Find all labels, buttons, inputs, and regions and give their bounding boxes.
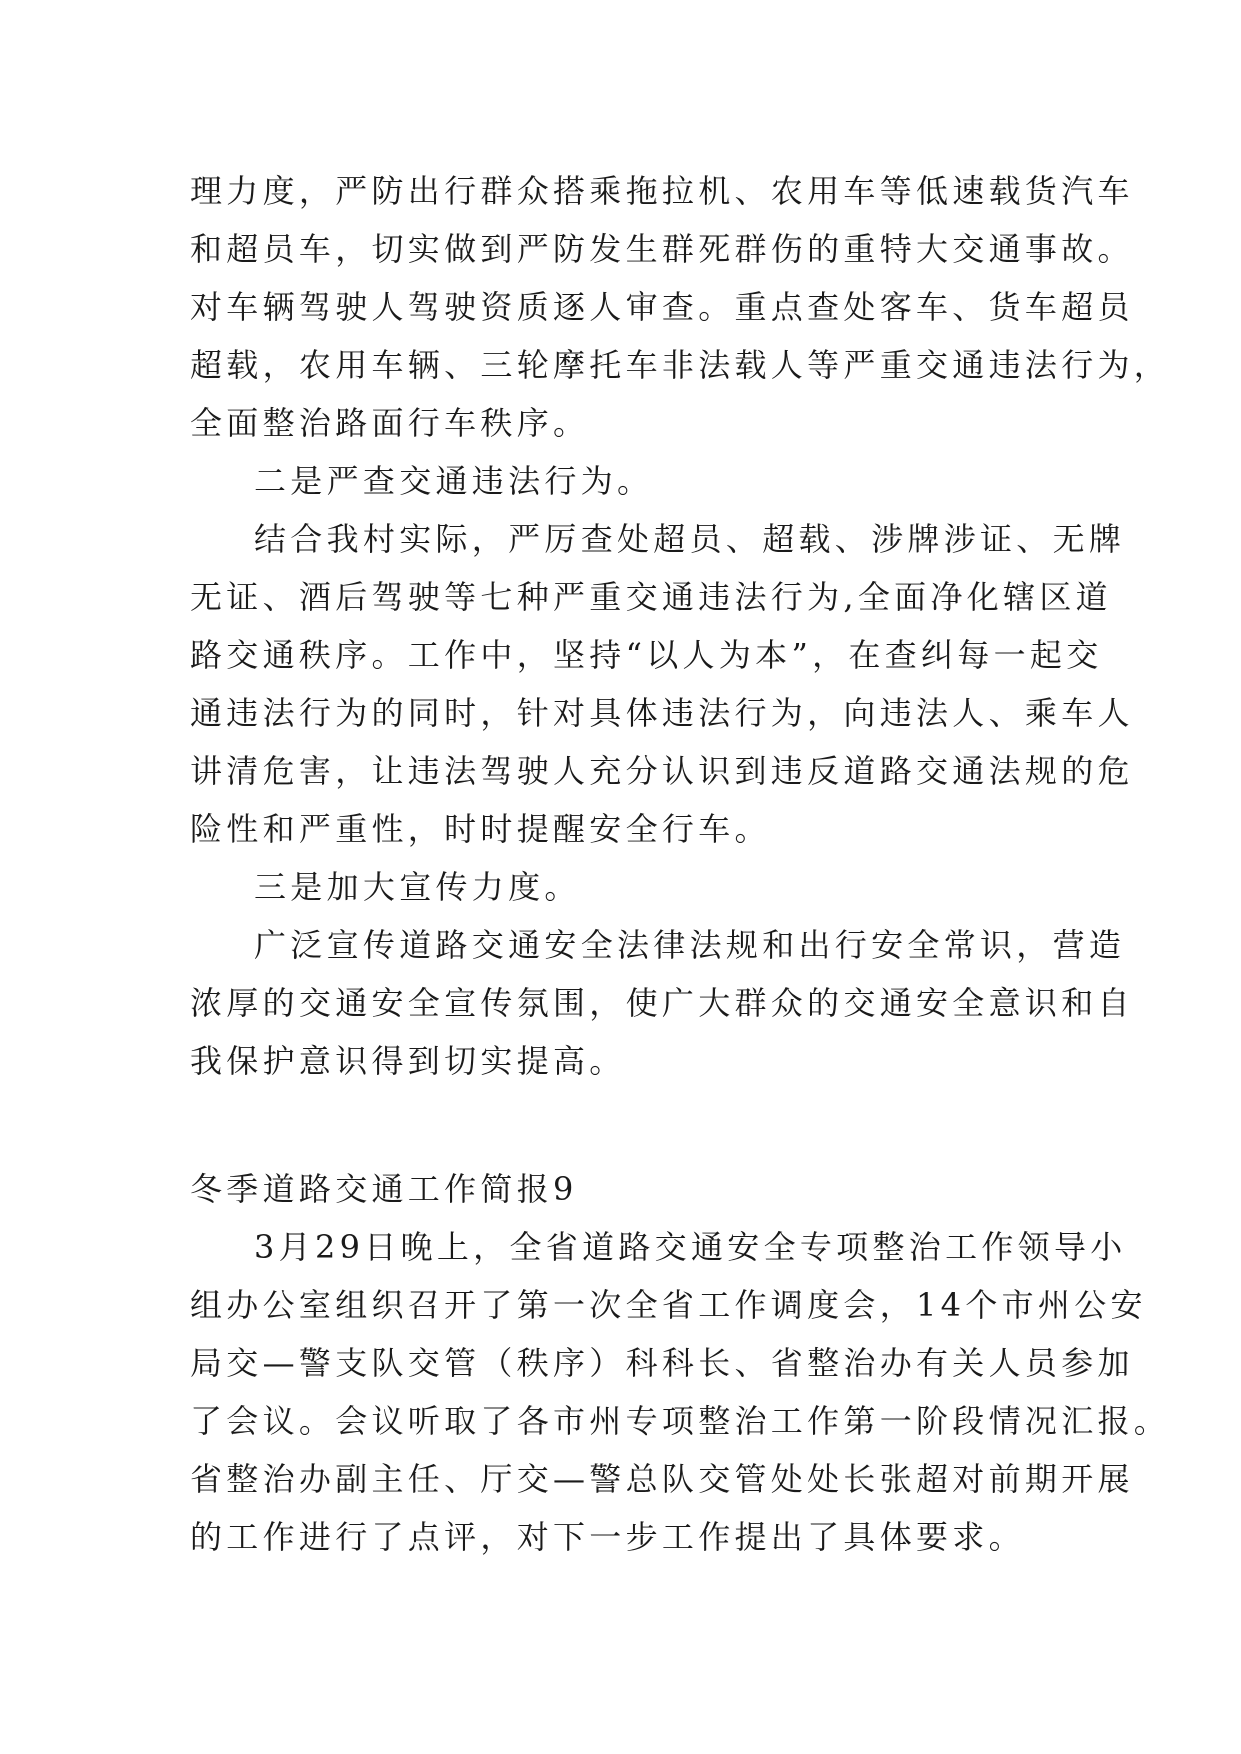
paragraph-line: 路交通秩序。工作中，坚持“以人为本”，在查纠每一起交 — [190, 636, 1103, 674]
paragraph-line: 省整治办副主任、厅交—警总队交管处处长张超对前期开展 — [190, 1460, 1134, 1498]
paragraph-line: 3月29日晚上，全省道路交通安全专项整治工作领导小 — [254, 1228, 1127, 1266]
point-title: 二是严查交通违法行为。 — [254, 462, 654, 500]
paragraph-line: 讲清危害，让违法驾驶人充分认识到违反道路交通法规的危 — [190, 752, 1134, 790]
paragraph-line: 对车辆驾驶人驾驶资质逐人审查。重点查处客车、货车超员 — [190, 288, 1134, 326]
section-gap — [190, 1090, 1070, 1148]
paragraph-line: 无证、酒后驾驶等七种严重交通违法行为,全面净化辖区道 — [190, 578, 1112, 616]
paragraph-line: 局交—警支队交管（秩序）科科长、省整治办有关人员参加 — [190, 1344, 1134, 1382]
paragraph-line: 结合我村实际，严厉查处超员、超载、涉牌涉证、无牌 — [254, 520, 1126, 558]
paragraph-line: 我保护意识得到切实提高。 — [190, 1042, 626, 1080]
paragraph-line: 超载，农用车辆、三轮摩托车非法载人等严重交通违法行为， — [190, 346, 1171, 384]
paragraph-line: 组办公室组织召开了第一次全省工作调度会，14个市州公安 — [190, 1286, 1147, 1324]
paragraph-line: 全面整治路面行车秩序。 — [190, 404, 590, 442]
paragraph-line: 了会议。会议听取了各市州专项整治工作第一阶段情况汇报。 — [190, 1402, 1171, 1440]
paragraph-line: 和超员车，切实做到严防发生群死群伤的重特大交通事故。 — [190, 230, 1134, 268]
paragraph-line: 广泛宣传道路交通安全法律法规和出行安全常识，营造 — [254, 926, 1126, 964]
paragraph-line: 通违法行为的同时，针对具体违法行为，向违法人、乘车人 — [190, 694, 1134, 732]
paragraph-line: 险性和严重性，时时提醒安全行车。 — [190, 810, 771, 848]
section-heading: 冬季道路交通工作简报9 — [190, 1170, 578, 1208]
paragraph-line: 浓厚的交通安全宣传氛围，使广大群众的交通安全意识和自 — [190, 984, 1134, 1022]
document-body — [190, 162, 1171, 1566]
paragraph-line: 理力度，严防出行群众搭乘拖拉机、农用车等低速载货汽车 — [190, 172, 1134, 210]
paragraph-line: 的工作进行了点评，对下一步工作提出了具体要求。 — [190, 1518, 1025, 1556]
point-title: 三是加大宣传力度。 — [254, 868, 581, 906]
